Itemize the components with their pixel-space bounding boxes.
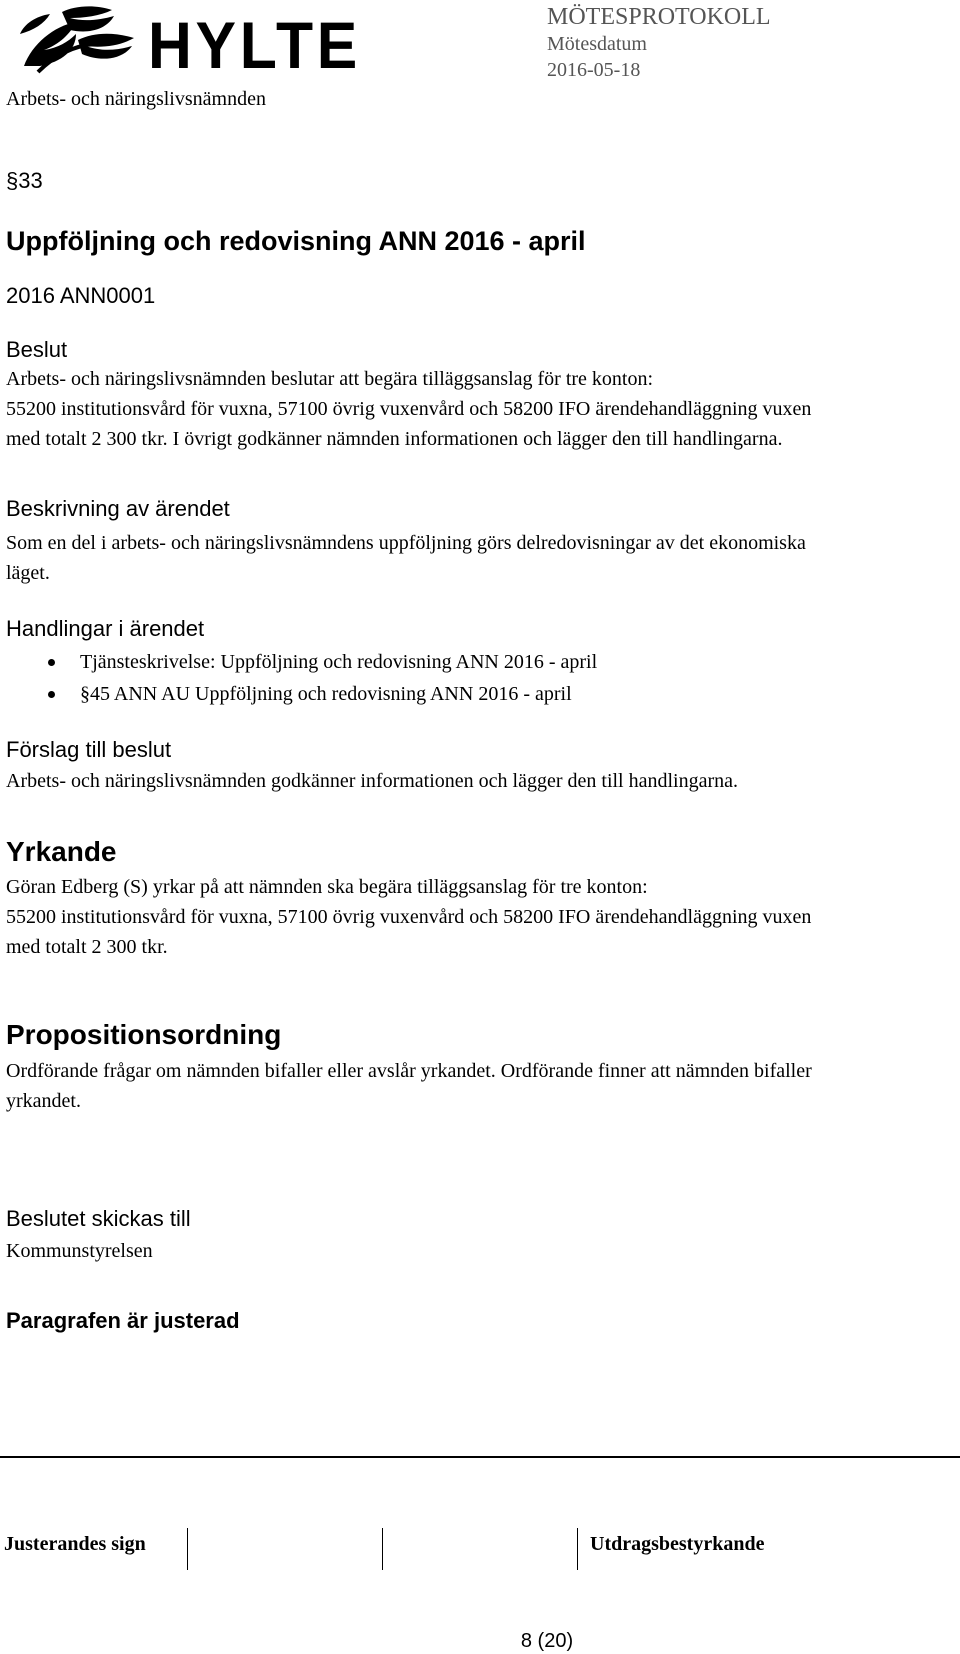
document-list: [28, 646, 597, 710]
beskrivning-line: läget.: [6, 562, 50, 584]
committee-name: Arbets- och näringslivsnämnden: [6, 88, 266, 110]
beslut-text: [6, 364, 936, 454]
page-number: 8 (20): [520, 1630, 574, 1652]
beskrivning-line: Som en del i arbets- och näringslivsnämndens uppföljning görs delredovisningar av det ekonomiska: [6, 532, 806, 554]
beskrivning-text: [6, 528, 936, 588]
footer-divider: [0, 1456, 960, 1458]
list-item: [28, 678, 597, 710]
propositionsordning-text: [6, 1056, 936, 1116]
propositionsordning-heading: Propositionsordning: [6, 1019, 282, 1050]
page-title: Uppföljning och redovisning ANN 2016 - april: [6, 226, 586, 256]
forslag-heading: Förslag till beslut: [6, 737, 172, 762]
skickas-heading: Beslutet skickas till: [6, 1206, 191, 1231]
beslut-line: med totalt 2 300 tkr. I övrigt godkänner nämnden informationen och lägger den till handlingarna.: [6, 428, 783, 450]
propositionsordning-line: yrkandet.: [6, 1090, 81, 1112]
beslut-line: 55200 institutionsvård för vuxna, 57100 övrig vuxenvård och 58200 IFO ärendehandläggning vuxen: [6, 398, 812, 420]
list-item: [28, 646, 597, 678]
yrkande-line: 55200 institutionsvård för vuxna, 57100 övrig vuxenvård och 58200 IFO ärendehandläggning vuxen: [6, 906, 812, 928]
document-type: MÖTESPROTOKOLL: [547, 4, 771, 30]
beskrivning-heading: Beskrivning av ärendet: [6, 496, 230, 521]
hylte-logo: [14, 4, 361, 82]
skickas-recipient: Kommunstyrelsen: [6, 1240, 153, 1262]
signature-divider: [187, 1528, 188, 1570]
paragraph-number: §33: [6, 168, 43, 193]
propositionsordning-line: Ordförande frågar om nämnden bifaller eller avslår yrkandet. Ordförande finner att nämnden bifaller: [6, 1060, 812, 1082]
beslut-line: Arbets- och näringslivsnämnden beslutar att begära tilläggsanslag för tre konton:: [6, 368, 654, 390]
meeting-date-label: Mötesdatum: [547, 33, 647, 55]
logo-wordmark: HYLTE: [148, 8, 361, 82]
yrkande-heading: Yrkande: [6, 836, 117, 867]
yrkande-line: Göran Edberg (S) yrkar på att nämnden ska begära tilläggsanslag för tre konton:: [6, 876, 648, 898]
yrkande-text: [6, 872, 936, 962]
case-number: 2016 ANN0001: [6, 283, 156, 308]
hylte-leaf-icon: [14, 4, 144, 76]
signature-divider: [382, 1528, 383, 1570]
bullet-icon: [48, 659, 55, 666]
justerad-note: Paragrafen är justerad: [6, 1308, 240, 1333]
handlingar-heading: Handlingar i ärendet: [6, 616, 205, 641]
justerandes-sign-label: Justerandes sign: [4, 1533, 146, 1555]
beslut-heading: Beslut: [6, 337, 68, 362]
forslag-text: Arbets- och näringslivsnämnden godkänner informationen och lägger den till handlingarna.: [6, 770, 739, 792]
yrkande-line: med totalt 2 300 tkr.: [6, 936, 168, 958]
meeting-date-value: 2016-05-18: [547, 59, 641, 81]
utdragsbestyrkande-label: Utdragsbestyrkande: [590, 1533, 765, 1555]
signature-divider: [577, 1528, 578, 1570]
document-title: §45 ANN AU Uppföljning och redovisning ANN 2016 - april: [80, 683, 572, 705]
document-title: Tjänsteskrivelse: Uppföljning och redovisning ANN 2016 - april: [80, 651, 598, 673]
bullet-icon: [48, 691, 55, 698]
